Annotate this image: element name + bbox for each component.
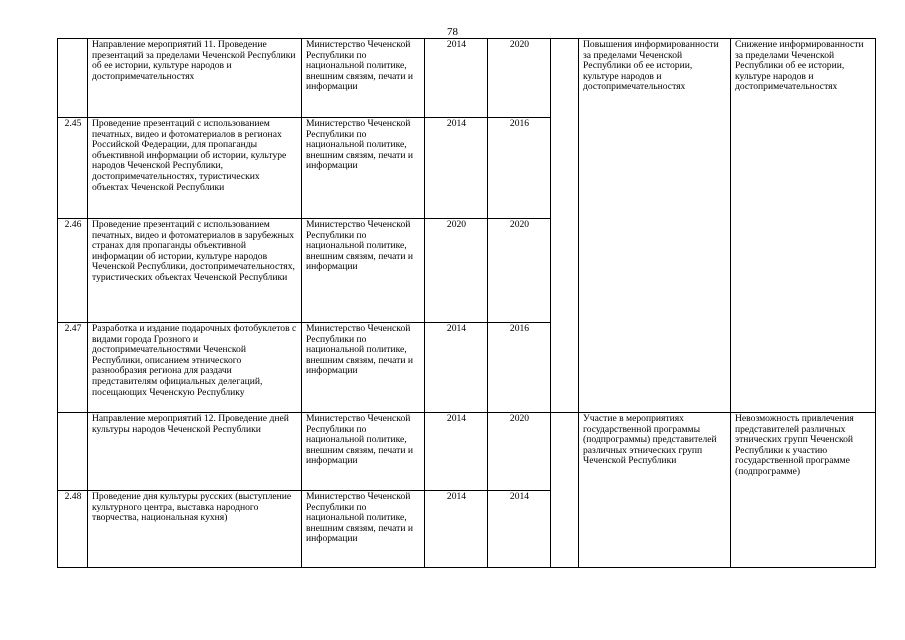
end-year-cell: 2016 (488, 118, 551, 219)
activity-cell: Направление мероприятий 12. Проведение дней культуры народов Чеченской Республики (88, 413, 302, 491)
activity-cell: Направление мероприятий 11. Проведение презентаций за пределами Чеченской Республики об ее истории, культуре народов и достопримечательностях (88, 39, 302, 118)
end-year-cell: 2014 (488, 491, 551, 568)
expected-result-cell: Повышения информированности за пределами Чеченской Республики об ее истории, культуре народов и достопримечательностях (579, 39, 731, 413)
executor-cell: Министерство Чеченской Республики по национальной политике, внешним связям, печати и информации (302, 39, 425, 118)
table-row (58, 413, 876, 491)
end-year-cell: 2020 (488, 219, 551, 323)
row-number: 2.45 (58, 118, 88, 219)
row-number: 2.48 (58, 491, 88, 568)
page-number: 78 (447, 26, 458, 38)
activity-cell: Проведение дня культуры русских (выступление культурного центра, выставка народного творчества, национальная кухня) (88, 491, 302, 568)
program-activities-table (57, 38, 876, 568)
consequence-cell: Невозможность привлечения представителей различных этнических групп Чеченской Республики к участию государственной программе (подпрограмме) (731, 413, 876, 568)
end-year-cell: 2020 (488, 413, 551, 491)
activity-cell: Разработка и издание подарочных фотобуклетов с видами города Грозного и достопримечательностями Чеченской Республики, описанием этнического разнообразия региона для раздачи представителям официальных делегаций, посещающих Чеченскую Республику (88, 323, 302, 413)
start-year-cell: 2014 (425, 39, 488, 118)
executor-cell: Министерство Чеченской Республики по национальной политике, внешним связям, печати и информации (302, 118, 425, 219)
executor-cell: Министерство Чеченской Республики по национальной политике, внешним связям, печати и информации (302, 219, 425, 323)
consequence-cell: Снижение информированности за пределами Чеченской Республики об ее истории, культуре народов и достопримечательностях (731, 39, 876, 413)
table-row (58, 39, 876, 118)
start-year-cell: 2014 (425, 323, 488, 413)
start-year-cell: 2020 (425, 219, 488, 323)
executor-cell: Министерство Чеченской Республики по национальной политике, внешним связям, печати и информации (302, 323, 425, 413)
start-year-cell: 2014 (425, 118, 488, 219)
row-number (58, 39, 88, 118)
expected-result-cell: Участие в мероприятиях государственной программы (подпрограммы) представителей различных этнических групп Чеченской Республики (579, 413, 731, 568)
activity-cell: Проведение презентаций с использованием печатных, видео и фотоматериалов в регионах Российской Федерации, для пропаганды объективной информации об истории, культуре народов Чеченской Республики, достопримечательностях, туристических объектах Чеченской Республики (88, 118, 302, 219)
empty-cell (551, 39, 579, 413)
executor-cell: Министерство Чеченской Республики по национальной политике, внешним связям, печати и информации (302, 491, 425, 568)
start-year-cell: 2014 (425, 491, 488, 568)
start-year-cell: 2014 (425, 413, 488, 491)
empty-cell (551, 413, 579, 568)
end-year-cell: 2016 (488, 323, 551, 413)
activity-cell: Проведение презентаций с использованием печатных, видео и фотоматериалов в зарубежных странах для пропаганды объективной информации об истории, культуре народов Чеченской Республики, достопримечательностях, туристических объектах Чеченской Республики (88, 219, 302, 323)
row-number (58, 413, 88, 491)
end-year-cell: 2020 (488, 39, 551, 118)
row-number: 2.47 (58, 323, 88, 413)
row-number: 2.46 (58, 219, 88, 323)
executor-cell: Министерство Чеченской Республики по национальной политике, внешним связям, печати и информации (302, 413, 425, 491)
